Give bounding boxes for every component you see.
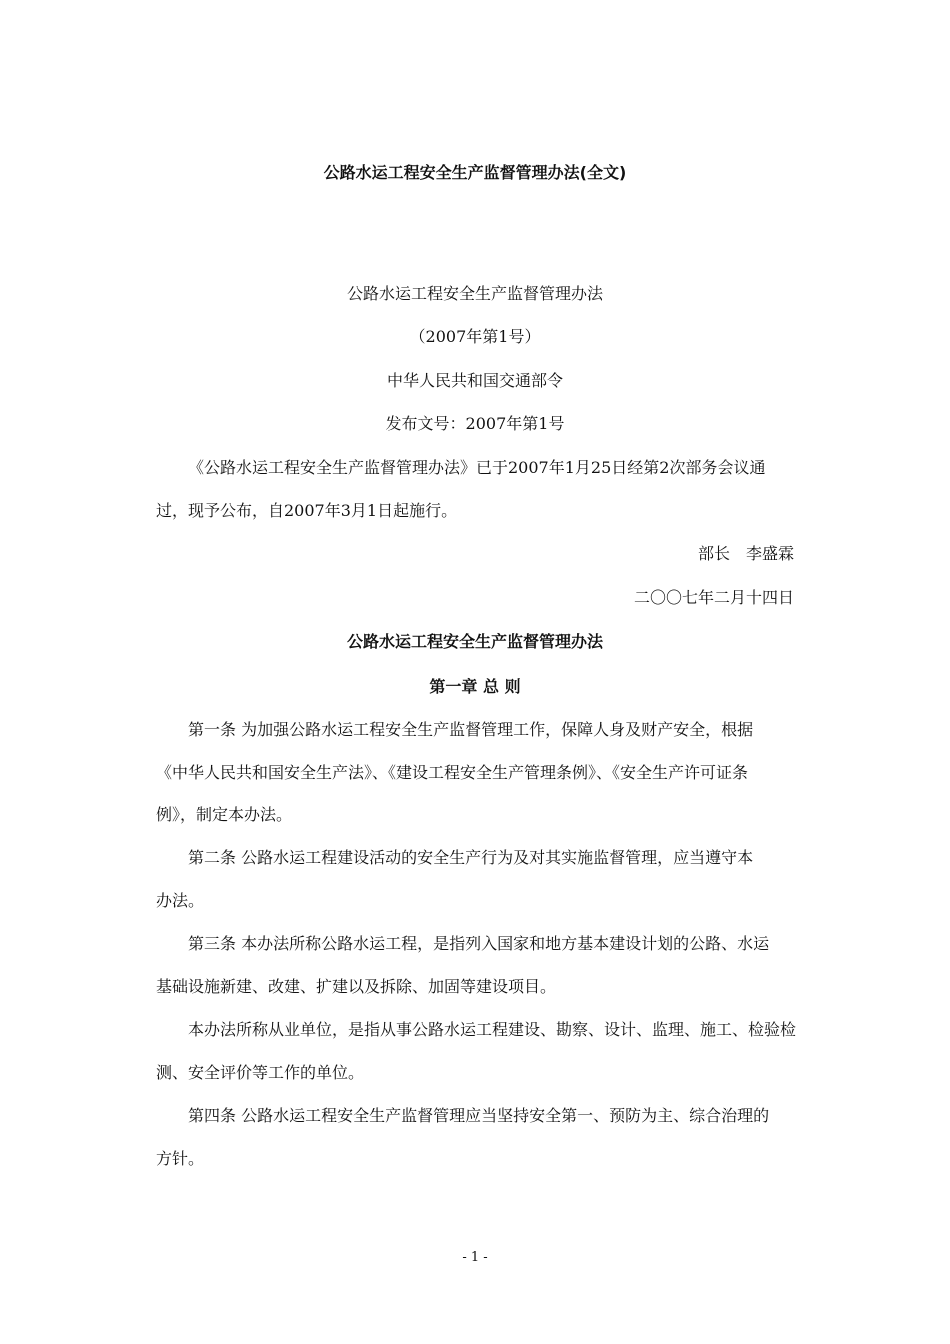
page-number: - 1 - bbox=[462, 1250, 488, 1265]
issuing-authority: 中华人民共和国交通部令 bbox=[386, 371, 563, 390]
document-title: 公路水运工程安全生产监督管理办法(全文) bbox=[323, 163, 627, 182]
article-1-line-3: 例》，制定本办法。 bbox=[156, 805, 293, 824]
article-3-line-2: 基础设施新建、改建、扩建以及拆除、加固等建设项目。 bbox=[156, 977, 557, 996]
article-2-line-2: 办法。 bbox=[156, 891, 205, 910]
minister-signature: 部长 李盛霖 bbox=[697, 544, 794, 563]
preamble-line-2: 过，现予公布，自2007年3月1日起施行。 bbox=[156, 501, 458, 520]
article-1-line-1: 第一条 为加强公路水运工程安全生产监督管理工作，保障人身及财产安全，根据 bbox=[188, 720, 754, 739]
article-2-line-1: 第二条 公路水运工程建设活动的安全生产行为及对其实施监督管理，应当遵守本 bbox=[188, 848, 754, 867]
article-1-line-2: 《中华人民共和国安全生产法》、《建设工程安全生产管理条例》、《安全生产许可证条 bbox=[156, 763, 749, 782]
article-4-line-1: 第四条 公路水运工程安全生产监督管理应当坚持安全第一、预防为主、综合治理的 bbox=[188, 1106, 770, 1125]
article-3-paragraph-2-line-1: 本办法所称从业单位，是指从事公路水运工程建设、勘察、设计、监理、施工、检验检 bbox=[188, 1020, 797, 1039]
article-3-line-1: 第三条 本办法所称公路水运工程，是指列入国家和地方基本建设计划的公路、水运 bbox=[188, 934, 770, 953]
article-3-paragraph-2-line-2: 测、安全评价等工作的单位。 bbox=[156, 1063, 365, 1082]
chapter-title: 第一章 总 则 bbox=[429, 677, 521, 696]
regulation-name: 公路水运工程安全生产监督管理办法 bbox=[346, 284, 603, 303]
issue-document-number: 发布文号：2007年第1号 bbox=[385, 414, 565, 433]
preamble-line-1: 《公路水运工程安全生产监督管理办法》已于2007年1月25日经第2次部务会议通 bbox=[188, 458, 766, 477]
article-4-line-2: 方针。 bbox=[156, 1149, 205, 1168]
section-title: 公路水运工程安全生产监督管理办法 bbox=[346, 632, 603, 651]
signature-date: 二〇〇七年二月十四日 bbox=[633, 588, 794, 607]
regulation-number: （2007年第1号） bbox=[409, 327, 541, 346]
